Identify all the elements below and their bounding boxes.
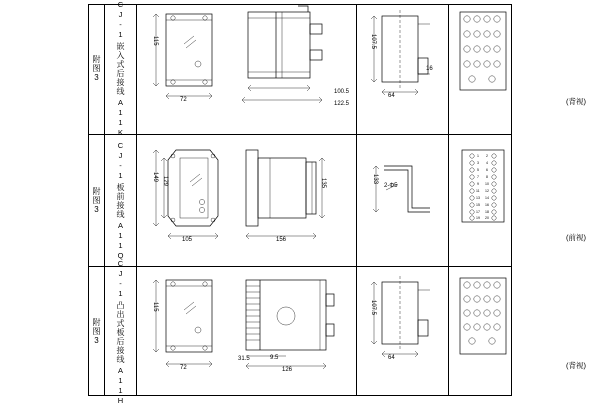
row-a11q bbox=[88, 136, 586, 266]
svg-text:6: 6 bbox=[486, 168, 488, 172]
dim-total-depth-3: 126 bbox=[282, 367, 293, 373]
dim-side-depth-2: 156 bbox=[276, 237, 287, 243]
figure-label-cell-2 bbox=[88, 136, 104, 266]
dim-hole-note-2: 2-Φ5 bbox=[384, 183, 398, 189]
svg-text:20: 20 bbox=[485, 216, 489, 220]
product-code-2: CJ-1 bbox=[116, 141, 125, 181]
model-2: A11Q bbox=[116, 221, 125, 261]
svg-text:1: 1 bbox=[477, 154, 479, 158]
svg-text:11: 11 bbox=[476, 189, 480, 193]
figure-label-1: 附图3 bbox=[92, 55, 101, 83]
model-3: A11H bbox=[116, 365, 125, 406]
dim-panel-width-1: 64 bbox=[388, 93, 395, 99]
row-a11k bbox=[88, 0, 586, 138]
dim-flange-width-2: 105 bbox=[182, 237, 193, 243]
dim-panel-width-3: 64 bbox=[388, 355, 395, 361]
dim-front-width-1: 72 bbox=[180, 97, 187, 103]
dim-front-width-3: 72 bbox=[180, 365, 187, 371]
panel-view-drawing-1 bbox=[356, 4, 448, 134]
svg-text:17: 17 bbox=[476, 210, 480, 214]
terminal-view-drawing-3 bbox=[448, 268, 512, 396]
svg-text:8: 8 bbox=[486, 175, 488, 179]
dim-front-height-3: 115 bbox=[152, 302, 158, 312]
dim-panel-height-2: 133 bbox=[372, 174, 378, 185]
svg-text:5: 5 bbox=[477, 168, 479, 172]
dim-side-height-2: 135 bbox=[320, 178, 326, 189]
front-view-drawing-2 bbox=[136, 136, 356, 266]
figure-label-2: 附图3 bbox=[92, 187, 101, 215]
svg-text:15: 15 bbox=[476, 203, 480, 207]
figure-label-cell-3 bbox=[88, 268, 104, 396]
row-a11h bbox=[88, 258, 586, 406]
svg-text:7: 7 bbox=[477, 175, 479, 179]
dim-body-height-2: 129 bbox=[162, 176, 168, 187]
product-code-3: CJ-1 bbox=[116, 258, 125, 299]
panel-view-drawing-3 bbox=[356, 268, 448, 396]
product-code-1: CJ-1 bbox=[116, 0, 125, 40]
dim-panel-height-1: 107.5 bbox=[370, 34, 376, 50]
dim-panel-small-1: 16 bbox=[426, 66, 433, 72]
dim-step-depth-3: 31.5 bbox=[238, 356, 250, 362]
svg-text:16: 16 bbox=[485, 203, 489, 207]
figure-label-3: 附图3 bbox=[92, 318, 101, 346]
dim-front-height-1: 115 bbox=[152, 36, 158, 46]
terminal-view-drawing-1 bbox=[448, 4, 512, 134]
dim-side-inner-1: 100.5 bbox=[334, 89, 350, 95]
svg-text:9: 9 bbox=[477, 182, 479, 186]
svg-text:12: 12 bbox=[485, 189, 489, 193]
view-caption-2: (前视) bbox=[566, 233, 586, 242]
product-name-cell-2 bbox=[104, 136, 136, 266]
view-caption-3: (背视) bbox=[566, 361, 586, 370]
svg-text:3: 3 bbox=[477, 161, 479, 165]
front-view-drawing-1 bbox=[136, 4, 356, 134]
svg-text:13: 13 bbox=[476, 196, 480, 200]
figure-label-cell-1 bbox=[88, 4, 104, 134]
panel-view-drawing-2 bbox=[356, 136, 448, 266]
svg-text:2: 2 bbox=[486, 154, 488, 158]
svg-text:18: 18 bbox=[485, 210, 489, 214]
dim-side-outer-1: 122.5 bbox=[334, 101, 350, 107]
front-view-drawing-3 bbox=[136, 268, 356, 396]
svg-text:4: 4 bbox=[486, 161, 488, 165]
svg-text:14: 14 bbox=[485, 196, 489, 200]
svg-text:19: 19 bbox=[476, 216, 480, 220]
mount-text-3: 凸出式板后接线 bbox=[116, 300, 125, 364]
terminal-view-drawing-2 bbox=[448, 136, 512, 266]
model-1: A11K bbox=[116, 98, 125, 138]
product-name-cell-3 bbox=[104, 258, 136, 406]
dim-flange-height-2: 149 bbox=[152, 172, 158, 183]
dim-gap-3: 9.5 bbox=[270, 355, 279, 361]
mount-text-2: 板前接线 bbox=[116, 183, 125, 219]
product-name-cell-1 bbox=[104, 0, 136, 138]
svg-text:10: 10 bbox=[485, 182, 489, 186]
mount-text-1: 嵌入式后接线 bbox=[116, 42, 125, 96]
dim-panel-height-3: 107.5 bbox=[370, 300, 376, 316]
view-caption-1: (背视) bbox=[566, 97, 586, 106]
